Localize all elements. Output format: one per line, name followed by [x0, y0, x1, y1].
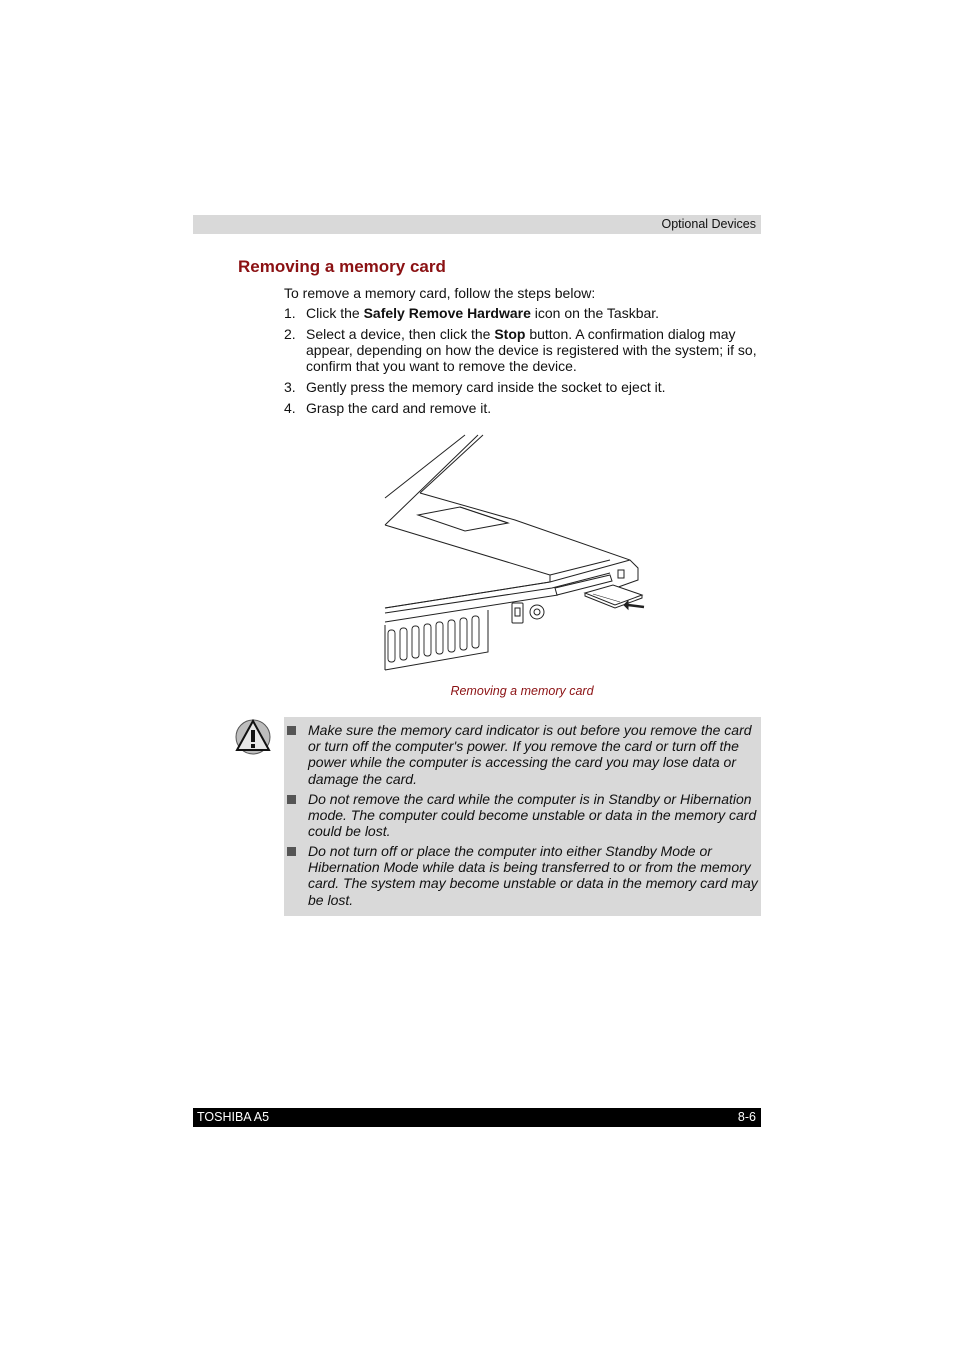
note-bullet: [287, 795, 296, 804]
footer-model: TOSHIBA A5: [197, 1110, 270, 1124]
note-bullet: [287, 726, 296, 735]
page-number: 8-6: [737, 1110, 756, 1124]
step-number: 2.: [284, 326, 296, 342]
step-item: [284, 326, 762, 374]
step-number: 1.: [284, 305, 296, 321]
intro-text: To remove a memory card, follow the steps below:: [284, 285, 596, 301]
step-bold-term: Safely Remove Hardware: [363, 305, 531, 321]
page-footer: [193, 1108, 761, 1127]
step-item: [284, 379, 762, 395]
note-item: Do not turn off or place the computer into either Standby Mode or Hibernation Mode while data is being transferred to or from the memory card. The system may become unstable or data in the memory card may be lost.: [308, 843, 758, 908]
step-number: 3.: [284, 379, 296, 395]
step-text: icon on the Taskbar.: [530, 305, 660, 321]
figure-caption: Removing a memory card: [450, 684, 594, 698]
note-item: Do not remove the card while the computer is in Standby or Hibernation mode. The computer could become unstable or data in the memory card could be lost.: [308, 791, 757, 840]
step-text: Gently press the memory card inside the socket to eject it.: [306, 379, 666, 395]
warning-triangle-icon: [234, 717, 272, 755]
step-text: Select a device, then click the: [306, 326, 495, 342]
step-text: Click the: [306, 305, 364, 321]
step-bold-term: Stop: [494, 326, 526, 342]
memory-card-removal-illustration: [380, 430, 650, 675]
step-item: [284, 305, 762, 321]
section-title: Removing a memory card: [238, 257, 446, 276]
note-item: Make sure the memory card indicator is out before you remove the card or turn off the computer's power. If you remove the card or turn off the power while the computer is accessing the card you may lose data or damage the card.: [308, 722, 752, 787]
step-text: button. A confirmation dialog may appear, depending on how the device is registered with the system; if so, confirm that you want to remove the device.: [306, 326, 757, 374]
steps-list: [284, 305, 762, 421]
step-text: Grasp the card and remove it.: [306, 400, 492, 416]
header-section-label: Optional Devices: [661, 217, 756, 231]
warning-note-box: [284, 717, 761, 916]
running-header: [193, 215, 761, 234]
note-bullet: [287, 847, 296, 856]
step-number: 4.: [284, 400, 296, 416]
step-item: [284, 400, 762, 416]
